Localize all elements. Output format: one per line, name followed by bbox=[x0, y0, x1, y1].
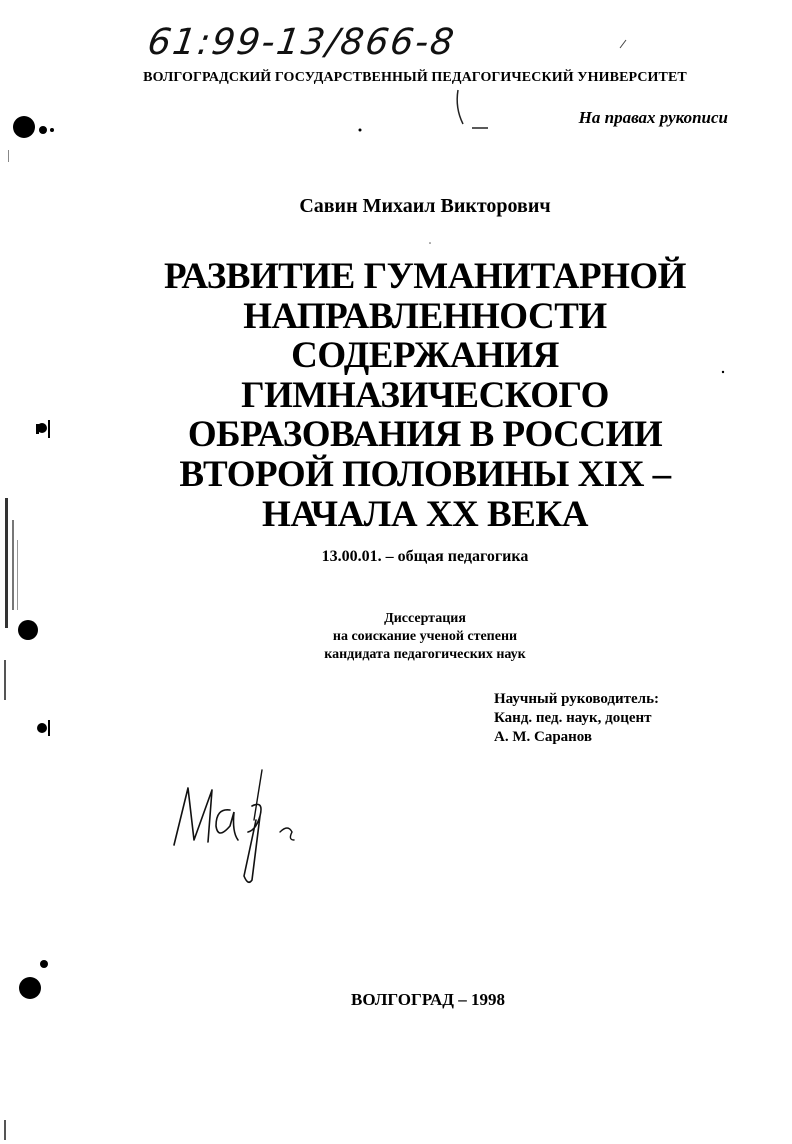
handwritten-signature bbox=[168, 760, 318, 890]
registry-number: 61:99-13/866-8 bbox=[145, 22, 459, 63]
title-line: НАПРАВЛЕННОСТИ bbox=[243, 295, 607, 337]
degree-line: Диссертация bbox=[384, 611, 466, 626]
city-year: ВОЛГОГРАД – 1998 bbox=[351, 990, 505, 1009]
supervisor-line: А. М. Саранов bbox=[494, 729, 593, 745]
title-line: ОБРАЗОВАНИЯ В РОССИИ bbox=[187, 414, 663, 456]
title-line: РАЗВИТИЕ ГУМАНИТАРНОЙ bbox=[164, 256, 686, 297]
dissertation-title bbox=[0, 257, 792, 534]
punch-hole-top bbox=[13, 116, 35, 138]
supervisor-line: Научный руководитель: bbox=[494, 691, 659, 707]
dissertation-degree bbox=[0, 610, 792, 664]
degree-line: на соискание ученой степени bbox=[332, 629, 518, 644]
title-line: НАЧАЛА XX ВЕКА bbox=[262, 493, 588, 535]
specialty-code: 13.00.01. – общая педагогика bbox=[321, 548, 529, 565]
rights-note: На правах рукописи bbox=[578, 108, 728, 127]
title-line: СОДЕРЖАНИЯ bbox=[291, 335, 559, 377]
author-name: Савин Михаил Викторович bbox=[299, 195, 551, 217]
degree-line: кандидата педагогических наук bbox=[324, 647, 526, 662]
title-line: ВТОРОЙ ПОЛОВИНЫ XIX – bbox=[179, 453, 671, 495]
scientific-supervisor bbox=[494, 690, 659, 747]
title-line: ГИМНАЗИЧЕСКОГО bbox=[241, 374, 609, 416]
supervisor-line: Канд. пед. наук, доцент bbox=[494, 710, 652, 726]
university-name: ВОЛГОГРАДСКИЙ ГОСУДАРСТВЕННЫЙ ПЕДАГОГИЧЕСКИЙ УНИВЕРСИТЕТ bbox=[143, 70, 687, 85]
